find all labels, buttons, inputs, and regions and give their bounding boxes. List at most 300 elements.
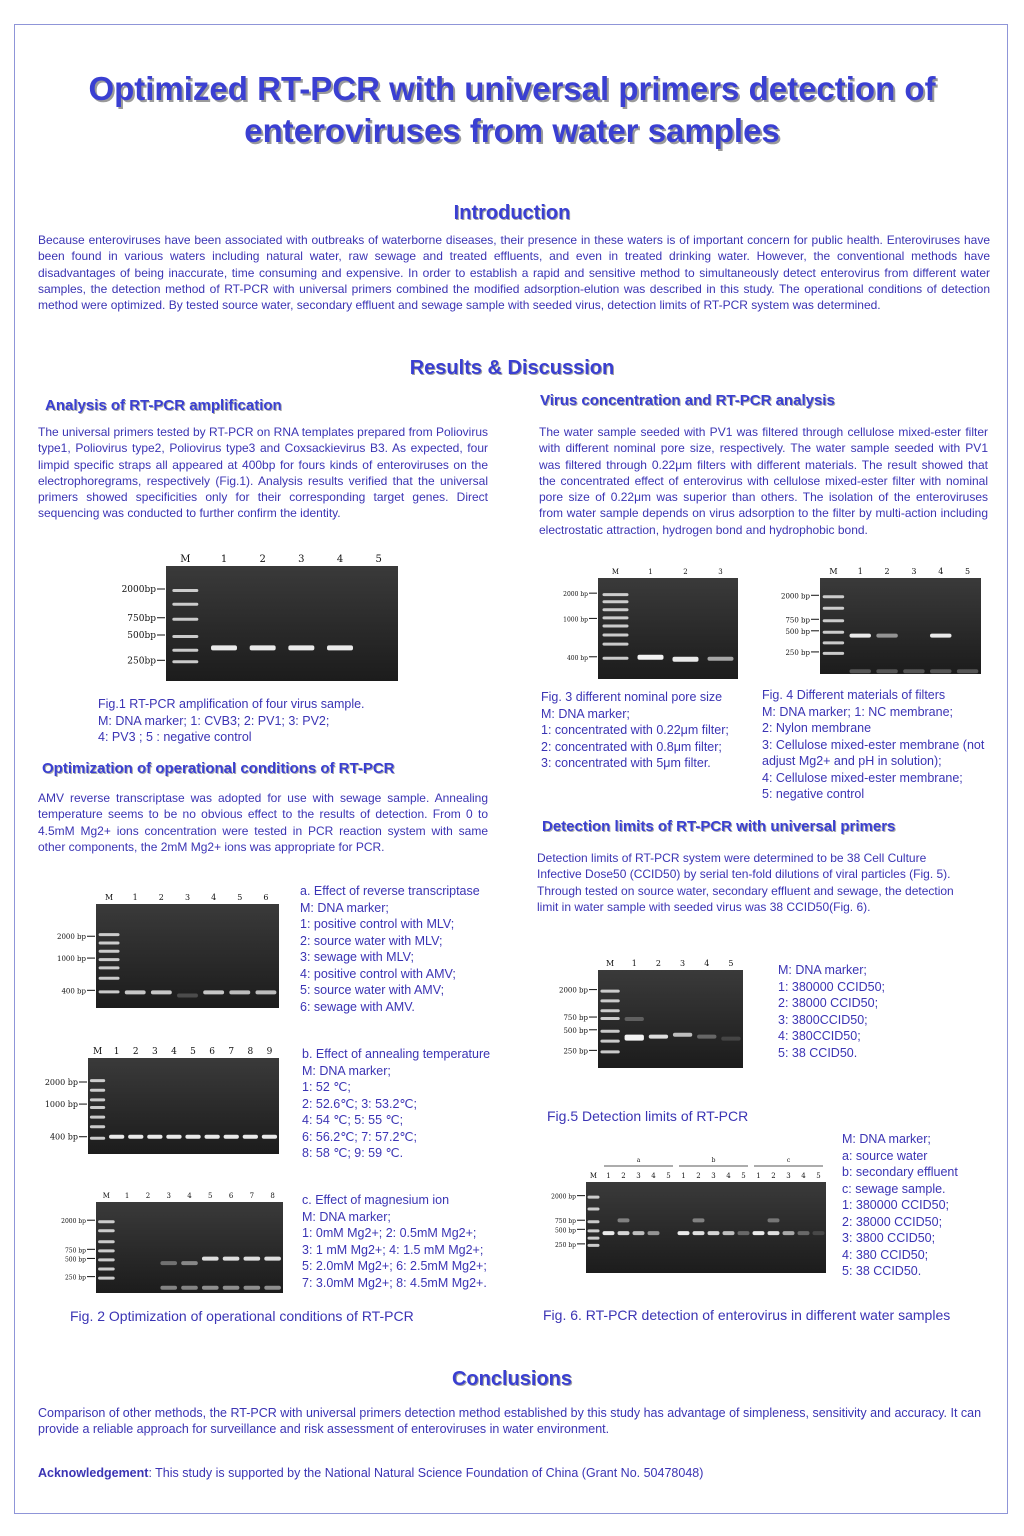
gel-lane-label: 4 <box>801 1172 806 1180</box>
gel-marker-label: 500 bp <box>563 1026 588 1035</box>
gel-lane-label: 4 <box>726 1172 731 1180</box>
fig4-caption-line: 2: Nylon membrane <box>762 721 872 735</box>
gel-sample-band <box>693 1218 705 1222</box>
gel-sample-band <box>109 1135 124 1139</box>
fig2b-gel-image <box>36 1044 281 1156</box>
fig1-caption-line: M: DNA marker; 1: CVB3; 2: PV1; 3: PV2; <box>98 713 330 728</box>
fig5-legend <box>778 962 885 1061</box>
fig2a-caption-line: 6: sewage with AMV. <box>300 999 415 1014</box>
gel-marker-band <box>172 649 198 652</box>
fig2c-caption <box>302 1192 487 1291</box>
gel-marker-band <box>98 1220 115 1223</box>
gel-lane-label: 6 <box>209 1047 216 1057</box>
gel-lane-label: 3 <box>166 1192 171 1200</box>
fig6-legend-line: 2: 38000 CCID50; <box>842 1214 943 1229</box>
gel-marker-band <box>98 1258 115 1261</box>
fig2a-caption-line: 4: positive control with AMV; <box>300 966 456 981</box>
gel-marker-band <box>603 593 629 596</box>
fig2-caption: Fig. 2 Optimization of operational conditions of RT-PCR <box>70 1308 414 1324</box>
gel-lane-label: 4 <box>651 1172 656 1180</box>
gel-sample-band <box>633 1231 645 1235</box>
gel-marker-band <box>603 600 629 603</box>
introduction-heading: Introduction <box>453 202 571 224</box>
gel-lane-label: 1 <box>681 1172 686 1180</box>
gel-sample-band <box>185 1135 200 1139</box>
gel-sample-band <box>678 1231 690 1235</box>
gel-sample-band <box>202 1257 219 1261</box>
gel-marker-band <box>600 1030 619 1033</box>
fig5-caption: Fig.5 Detection limits of RT-PCR <box>547 1108 749 1124</box>
detection-heading: Detection limits of RT-PCR with universal primers <box>542 818 896 835</box>
gel-sample-band <box>768 1218 780 1222</box>
gel-lane-label: 7 <box>228 1047 235 1057</box>
gel-sample-band <box>850 634 871 638</box>
gel-marker-band <box>90 1116 105 1119</box>
gel-sample-band <box>768 1231 780 1235</box>
gel-sample-band <box>151 990 172 994</box>
gel-marker-band <box>603 634 629 637</box>
fig2a-caption-line: 2: source water with MLV; <box>300 933 443 948</box>
gel-marker-band <box>603 657 629 660</box>
gel-sample-band <box>177 993 198 997</box>
optimization-heading: Optimization of operational conditions of RT-PCR <box>42 760 395 777</box>
gel-lane-label: 1 <box>220 554 228 565</box>
fig2c-caption-line: 3: 1 mM Mg2+; 4: 1.5 mM Mg2+; <box>302 1242 484 1257</box>
gel-lane-label: 3 <box>911 567 917 576</box>
gel-marker-band <box>600 1017 619 1020</box>
fig3-caption <box>541 689 729 772</box>
fig2c-caption-line: 5: 2.0mM Mg2+; 6: 2.5mM Mg2+; <box>302 1259 487 1273</box>
gel-sample-band <box>203 990 224 994</box>
gel-lane-label: M <box>605 959 615 968</box>
fig2a-caption-line: 3: sewage with MLV; <box>300 950 414 964</box>
fig6-caption: Fig. 6. RT-PCR detection of enterovirus in different water samples <box>543 1307 951 1323</box>
fig5-legend-line: 3: 3800CCID50; <box>778 1012 868 1027</box>
gel-lane-label: 1 <box>648 568 653 576</box>
gel-sample-band <box>128 1135 143 1139</box>
gel-sample-band <box>930 669 951 673</box>
gel-marker-label: 750 bp <box>64 1247 86 1255</box>
gel-lane-label: 2 <box>655 959 661 968</box>
acknowledgement-text: : This study is supported by the National Natural Science Foundation of China (Grant No. 50478048) <box>148 1466 704 1480</box>
gel-lane-label: 1 <box>756 1172 761 1180</box>
gel-sample-band <box>625 1017 644 1021</box>
gel-marker-label: 250 bp <box>785 648 810 657</box>
gel-lane-label: 6 <box>263 893 269 902</box>
gel-marker-label: 1000 bp <box>563 616 588 624</box>
gel-marker-band <box>588 1196 600 1199</box>
gel-marker-band <box>98 1229 115 1232</box>
title-line-2: enteroviruses from water samples <box>244 112 780 149</box>
gel-lane-label: 1 <box>124 1192 130 1200</box>
gel-marker-band <box>823 595 844 598</box>
gel-sample-band <box>202 1286 219 1290</box>
conclusions-text: Comparison of other methods, the RT-PCR with universal primers detection method established by this study has advantage of simpleness, sensitivity and accuracy. It can provide a reliable approach for surveillance and risk assessment of enteroviruses in water environment. <box>38 1406 982 1437</box>
acknowledgement <box>38 1466 703 1480</box>
fig1-caption-line: 4: PV3 ; 5 : negative control <box>98 730 252 744</box>
gel-sample-band <box>708 657 734 661</box>
fig3-caption-line: 3: concentrated with 5μm filter. <box>541 756 711 770</box>
gel-sample-band <box>160 1286 177 1290</box>
gel-lane-label: 1 <box>857 567 863 576</box>
results-heading: Results & Discussion <box>409 357 615 379</box>
gel-lane-label: 3 <box>718 568 723 576</box>
gel-sample-band <box>255 990 276 994</box>
gel-sample-band <box>798 1231 810 1235</box>
fig4-caption-line: M: DNA marker; 1: NC membrane; <box>762 704 954 719</box>
fig4-caption-line: 5: negative control <box>762 787 865 801</box>
fig2b-caption-line: M: DNA marker; <box>302 1063 391 1078</box>
gel-marker-label: 750 bp <box>554 1218 576 1226</box>
gel-marker-band <box>600 1040 619 1043</box>
gel-sample-band <box>693 1231 705 1235</box>
gel-sample-band <box>783 1231 795 1235</box>
gel-lane-label: 3 <box>184 893 191 902</box>
fig3-gel-image <box>540 566 740 681</box>
fig6-legend <box>842 1131 958 1280</box>
fig5-legend-line: 2: 38000 CCID50; <box>778 996 879 1010</box>
gel-marker-label: 2000 bp <box>44 1078 78 1087</box>
fig6-legend-line: 5: 38 CCID50. <box>842 1264 922 1278</box>
fig3-caption-line: 1: concentrated with 0.22μm filter; <box>541 723 729 737</box>
gel-sample-band <box>625 1035 644 1041</box>
gel-lane-label: 2 <box>696 1172 701 1180</box>
gel-sample-band <box>147 1135 162 1139</box>
gel-marker-label: 750bp <box>127 613 156 624</box>
gel-marker-band <box>98 1240 115 1243</box>
gel-lane-label: 3 <box>636 1172 641 1180</box>
gel-background <box>96 1202 283 1293</box>
detection-text: Detection limits of RT-PCR system were determined to be 38 Cell Culture Infective Dose50 (CCID50) by serial ten-fold dilutions of viral particles (Fig. 5). Through tested on source water, secondary effluent and sewage, the detection limit in water sample with seeded virus was 38 CCID50(Fig. 6). <box>537 851 954 914</box>
gel-marker-band <box>99 950 120 953</box>
gel-sample-band <box>813 1231 825 1235</box>
fig4-caption-line: 3: Cellulose mixed-ester membrane (not <box>762 737 985 752</box>
gel-marker-band <box>603 624 629 627</box>
fig3-caption-line: 2: concentrated with 0.8μm filter; <box>541 739 722 754</box>
gel-marker-band <box>588 1220 600 1223</box>
fig2b-caption-line: 6: 56.2℃; 7: 57.2℃; <box>302 1129 417 1144</box>
gel-marker-label: 2000 bp <box>56 933 86 942</box>
gel-sample-band <box>753 1231 765 1235</box>
gel-sample-band <box>181 1286 198 1290</box>
gel-sample-band <box>738 1231 750 1235</box>
gel-lane-label: 1 <box>606 1172 611 1180</box>
fig5-legend-line: 5: 38 CCID50. <box>778 1045 858 1060</box>
fig3-caption-line: Fig. 3 different nominal pore size <box>541 690 723 704</box>
gel-sample-band <box>957 669 978 673</box>
fig2b-caption <box>302 1046 490 1162</box>
fig2c-gel-image <box>40 1190 285 1295</box>
conclusions-heading: Conclusions <box>451 1368 572 1390</box>
gel-marker-label: 250 bp <box>64 1274 86 1282</box>
gel-sample-band <box>125 990 146 994</box>
gel-lane-label: 6 <box>228 1192 234 1200</box>
gel-marker-label: 500bp <box>127 631 156 641</box>
fig2b-caption-line: b. Effect of annealing temperature <box>302 1047 491 1061</box>
fig2c-caption-line: M: DNA marker; <box>302 1209 391 1224</box>
fig6-legend-line: 1: 380000 CCID50; <box>842 1198 950 1212</box>
gel-group-label: a <box>636 1157 641 1164</box>
fig2c-caption-line: 1: 0mM Mg2+; 2: 0.5mM Mg2+; <box>302 1226 477 1240</box>
gel-lane-label: 4 <box>187 1192 192 1200</box>
gel-marker-band <box>99 966 120 969</box>
gel-sample-band <box>876 634 897 638</box>
gel-lane-label: M <box>92 1047 103 1057</box>
gel-sample-band <box>160 1261 177 1265</box>
gel-sample-band <box>327 645 353 650</box>
gel-lane-label: 2 <box>259 554 266 565</box>
gel-marker-band <box>823 619 844 622</box>
fig2b-caption-line: 2: 52.6℃; 3: 53.2℃; <box>302 1096 417 1111</box>
fig4-gel-image <box>768 564 983 676</box>
gel-marker-band <box>172 635 198 638</box>
gel-marker-label: 500 bp <box>554 1227 576 1235</box>
gel-lane-label: 3 <box>151 1047 158 1057</box>
gel-marker-band <box>98 1277 115 1280</box>
gel-sample-band <box>211 645 237 650</box>
gel-marker-label: 2000 bp <box>563 591 588 599</box>
fig2a-caption-line: M: DNA marker; <box>300 900 389 915</box>
gel-sample-band <box>673 1033 692 1037</box>
gel-marker-band <box>172 603 198 606</box>
gel-marker-band <box>600 990 619 993</box>
gel-marker-label: 250 bp <box>554 1241 576 1249</box>
fig2c-caption-line: c. Effect of magnesium ion <box>302 1193 450 1207</box>
gel-marker-band <box>99 933 120 936</box>
gel-lane-label: 2 <box>158 893 164 902</box>
gel-marker-band <box>600 999 619 1002</box>
gel-marker-band <box>98 1268 115 1271</box>
gel-lane-label: 5 <box>375 554 382 565</box>
gel-lane-label: 4 <box>704 959 710 968</box>
fig2a-caption <box>300 883 480 1015</box>
gel-sample-band <box>697 1035 716 1039</box>
gel-background <box>586 1182 826 1273</box>
gel-sample-band <box>205 1135 220 1139</box>
gel-lane-label: 2 <box>771 1172 776 1180</box>
gel-lane-label: 3 <box>298 554 305 565</box>
gel-background <box>166 566 398 681</box>
analysis-heading: Analysis of RT-PCR amplification <box>45 397 282 414</box>
gel-marker-label: 2000 bp <box>558 986 588 995</box>
fig2a-caption-line: 5: source water with AMV; <box>300 983 445 997</box>
gel-lane-label: 4 <box>171 1047 177 1057</box>
gel-sample-band <box>876 669 897 673</box>
gel-sample-band <box>243 1135 258 1139</box>
gel-lane-label: M <box>104 893 114 902</box>
gel-group-label: b <box>711 1157 716 1164</box>
fig5-legend-line: M: DNA marker; <box>778 963 867 977</box>
gel-marker-band <box>90 1079 105 1082</box>
fig1-caption-line: Fig.1 RT-PCR amplification of four virus sample. <box>98 697 365 711</box>
virus-conc-heading: Virus concentration and RT-PCR analysis <box>540 392 835 409</box>
gel-marker-band <box>823 652 844 655</box>
gel-lane-label: 5 <box>741 1172 746 1180</box>
gel-lane-label: 1 <box>631 959 637 968</box>
gel-background <box>820 578 981 674</box>
fig6-legend-line: 3: 3800 CCID50; <box>842 1231 936 1245</box>
fig4-caption <box>762 687 984 803</box>
gel-marker-band <box>600 1009 619 1012</box>
gel-sample-band <box>229 990 250 994</box>
gel-marker-band <box>823 641 844 644</box>
fig5-legend-line: 4: 380CCID50; <box>778 1029 861 1043</box>
fig4-caption-line: 4: Cellulose mixed-ester membrane; <box>762 770 963 785</box>
gel-sample-band <box>708 1231 720 1235</box>
gel-marker-band <box>90 1125 105 1128</box>
gel-sample-band <box>850 669 871 673</box>
gel-sample-band <box>649 1035 668 1039</box>
gel-sample-band <box>181 1261 198 1265</box>
fig6-legend-line: b: secondary effluent <box>842 1165 958 1179</box>
gel-marker-label: 250 bp <box>563 1047 588 1056</box>
gel-lane-label: 2 <box>683 568 688 576</box>
gel-group-label: c <box>786 1157 791 1164</box>
gel-lane-label: 5 <box>190 1047 196 1057</box>
gel-background <box>88 1058 279 1154</box>
gel-sample-band <box>638 655 664 660</box>
gel-marker-label: 500 bp <box>785 627 810 636</box>
gel-marker-label: 750 bp <box>563 1014 588 1023</box>
gel-sample-band <box>264 1257 281 1261</box>
gel-marker-band <box>172 660 198 663</box>
optimization-text: AMV reverse transcriptase was adopted for use with sewage sample. Annealing temperature seems to be no obvious effect to the results of detection. From 0 to 4.5mM Mg2+ ions concentration were tested in PCR reaction system with same other components, the 2mM Mg2+ ions was appropriate for PCR. <box>38 791 488 854</box>
fig6-legend-line: 4: 380 CCID50; <box>842 1247 929 1262</box>
gel-marker-band <box>99 977 120 980</box>
gel-marker-band <box>99 941 120 944</box>
gel-lane-label: M <box>611 568 620 576</box>
gel-marker-label: 250bp <box>127 656 156 667</box>
gel-marker-label: 2000 bp <box>780 592 810 601</box>
fig2a-caption-line: 1: positive control with MLV; <box>300 917 455 931</box>
fig2a-gel-image <box>36 892 281 1010</box>
gel-marker-band <box>588 1244 600 1247</box>
gel-lane-label: 2 <box>621 1172 626 1180</box>
fig6-legend-line: a: source water <box>842 1148 928 1163</box>
fig2b-caption-line: 4: 54 ℃; 5: 55 ℃; <box>302 1113 404 1127</box>
gel-marker-band <box>98 1249 115 1252</box>
gel-lane-label: 4 <box>336 554 344 565</box>
gel-lane-label: 9 <box>266 1047 273 1057</box>
gel-marker-label: 400 bp <box>61 987 86 996</box>
gel-sample-band <box>603 1231 615 1235</box>
gel-background <box>598 970 743 1068</box>
gel-marker-band <box>588 1229 600 1232</box>
fig5-gel-image <box>540 958 745 1070</box>
fig6-gel-image <box>538 1157 828 1275</box>
gel-marker-label: 400 bp <box>49 1132 78 1142</box>
fig2b-caption-line: 8: 58 ℃; 9: 59 ℃. <box>302 1146 404 1160</box>
gel-lane-label: M <box>180 554 191 565</box>
gel-sample-band <box>244 1257 261 1261</box>
gel-sample-band <box>930 634 951 638</box>
fig1-gel-image <box>100 548 400 683</box>
gel-marker-label: 2000 bp <box>61 1218 86 1226</box>
gel-sample-band <box>223 1257 240 1261</box>
gel-lane-label: 1 <box>132 893 138 902</box>
gel-marker-band <box>603 608 629 611</box>
gel-sample-band <box>673 657 699 662</box>
fig3-caption-line: M: DNA marker; <box>541 706 630 721</box>
analysis-text: The universal primers tested by RT-PCR on RNA templates prepared from Poliovirus type1, Poliovirus type2, Poliovirus type3 and Coxsackievirus B3. As expected, four limpid specific straps all appeared at 400bp for fours kinds of enteroviruses on the electrophoregrams, respectively (Fig.1). Analysis results verified that the universal primers showed specificities only for their corresponding target genes. Direct sequencing was conducted to further confirm the identity. <box>38 425 488 521</box>
fig4-caption-line: Fig. 4 Different materials of filters <box>762 688 946 702</box>
gel-marker-band <box>823 607 844 610</box>
gel-lane-label: 5 <box>237 893 243 902</box>
gel-sample-band <box>618 1218 630 1222</box>
gel-background <box>96 904 279 1008</box>
gel-marker-band <box>603 643 629 646</box>
gel-lane-label: 5 <box>816 1172 821 1180</box>
gel-lane-label: 2 <box>132 1047 139 1057</box>
gel-marker-band <box>588 1207 600 1210</box>
gel-lane-label: 5 <box>965 567 971 576</box>
poster-title <box>20 68 1004 152</box>
gel-sample-band <box>262 1135 277 1139</box>
gel-sample-band <box>618 1231 630 1235</box>
gel-lane-label: 3 <box>711 1172 716 1180</box>
fig2b-caption-line: 1: 52 ℃; <box>302 1080 351 1094</box>
gel-lane-label: 3 <box>786 1172 791 1180</box>
gel-marker-band <box>90 1098 105 1101</box>
gel-marker-band <box>588 1237 600 1240</box>
gel-lane-label: 4 <box>938 567 944 576</box>
fig2a-caption-line: a. Effect of reverse transcriptase <box>300 884 480 898</box>
gel-lane-label: M <box>829 567 838 576</box>
gel-lane-label: 8 <box>270 1192 275 1200</box>
fig1-caption <box>98 696 365 746</box>
fig6-legend-line: c: sewage sample. <box>842 1181 946 1196</box>
gel-lane-label: M <box>589 1172 598 1180</box>
gel-marker-band <box>600 1050 619 1053</box>
gel-sample-band <box>166 1135 181 1139</box>
gel-marker-band <box>90 1137 105 1140</box>
fig6-legend-line: M: DNA marker; <box>842 1132 931 1146</box>
gel-sample-band <box>224 1135 239 1139</box>
gel-marker-band <box>99 958 120 961</box>
gel-marker-label: 2000 bp <box>551 1193 576 1201</box>
gel-lane-label: 2 <box>145 1192 151 1200</box>
introduction-text: Because enteroviruses have been associated with outbreaks of waterborne diseases, their presence in these waters is of important concern for public health. Enteroviruses have been found in various waters including natural water, raw sewage and treated effluents, and even in treated drinking water. However, the conventional methods have disadvantages of being inaccurate, time consuming and expensive. In order to establish a rapid and sensitive method to simultaneously detect enterovirus from different water samples, the detection method of RT-PCR with universal primers combined the modified adsorption-elution was described in this study. The operational conditions of detection method were optimized. By tested source water, secondary effluent and sewage sample with seeded virus, detection limits of RT-PCR system was determined. <box>38 233 990 313</box>
gel-sample-band <box>723 1231 735 1235</box>
gel-lane-label: M <box>102 1192 110 1200</box>
gel-lane-label: 5 <box>666 1172 671 1180</box>
gel-sample-band <box>250 645 276 650</box>
gel-lane-label: 3 <box>680 959 686 968</box>
gel-sample-band <box>288 645 314 650</box>
gel-marker-label: 2000bp <box>121 585 156 595</box>
title-line-1: Optimized RT-PCR with universal primers detection of <box>88 70 936 107</box>
gel-marker-label: 500 bp <box>64 1256 86 1264</box>
virus-conc-text: The water sample seeded with PV1 was filtered through cellulose mixed-ester filter with different nominal pore size, respectively. The water sample seeded with PV1 was filtered through 0.22μm filters with different materials. The result showed that the concentrated effect of enterovirus with cellulose mixed-ester filter with nominal pore size of 0.22μm was superior than others. The isolation of the enteroviruses from water sample depends on virus adsorption to the filter by multi-action including electrostatic attraction, hydrogen bond and hydrophobic bond. <box>539 425 988 537</box>
gel-sample-band <box>264 1286 281 1290</box>
gel-lane-label: 1 <box>113 1047 120 1057</box>
gel-lane-label: 5 <box>728 959 734 968</box>
gel-sample-band <box>223 1286 240 1290</box>
gel-marker-band <box>172 618 198 621</box>
fig4-caption-line: adjust Mg2+ and pH in solution); <box>762 754 942 768</box>
fig5-legend-line: 1: 380000 CCID50; <box>778 979 886 994</box>
gel-lane-label: 8 <box>247 1047 254 1057</box>
gel-marker-band <box>90 1089 105 1092</box>
gel-marker-label: 1000 bp <box>56 955 86 964</box>
gel-lane-label: 7 <box>249 1192 255 1200</box>
gel-sample-band <box>721 1037 740 1041</box>
gel-marker-band <box>823 631 844 634</box>
gel-marker-band <box>99 990 120 993</box>
gel-sample-band <box>648 1231 660 1235</box>
gel-lane-label: 2 <box>884 567 890 576</box>
fig2c-caption-line: 7: 3.0mM Mg2+; 8: 4.5mM Mg2+. <box>302 1275 487 1290</box>
